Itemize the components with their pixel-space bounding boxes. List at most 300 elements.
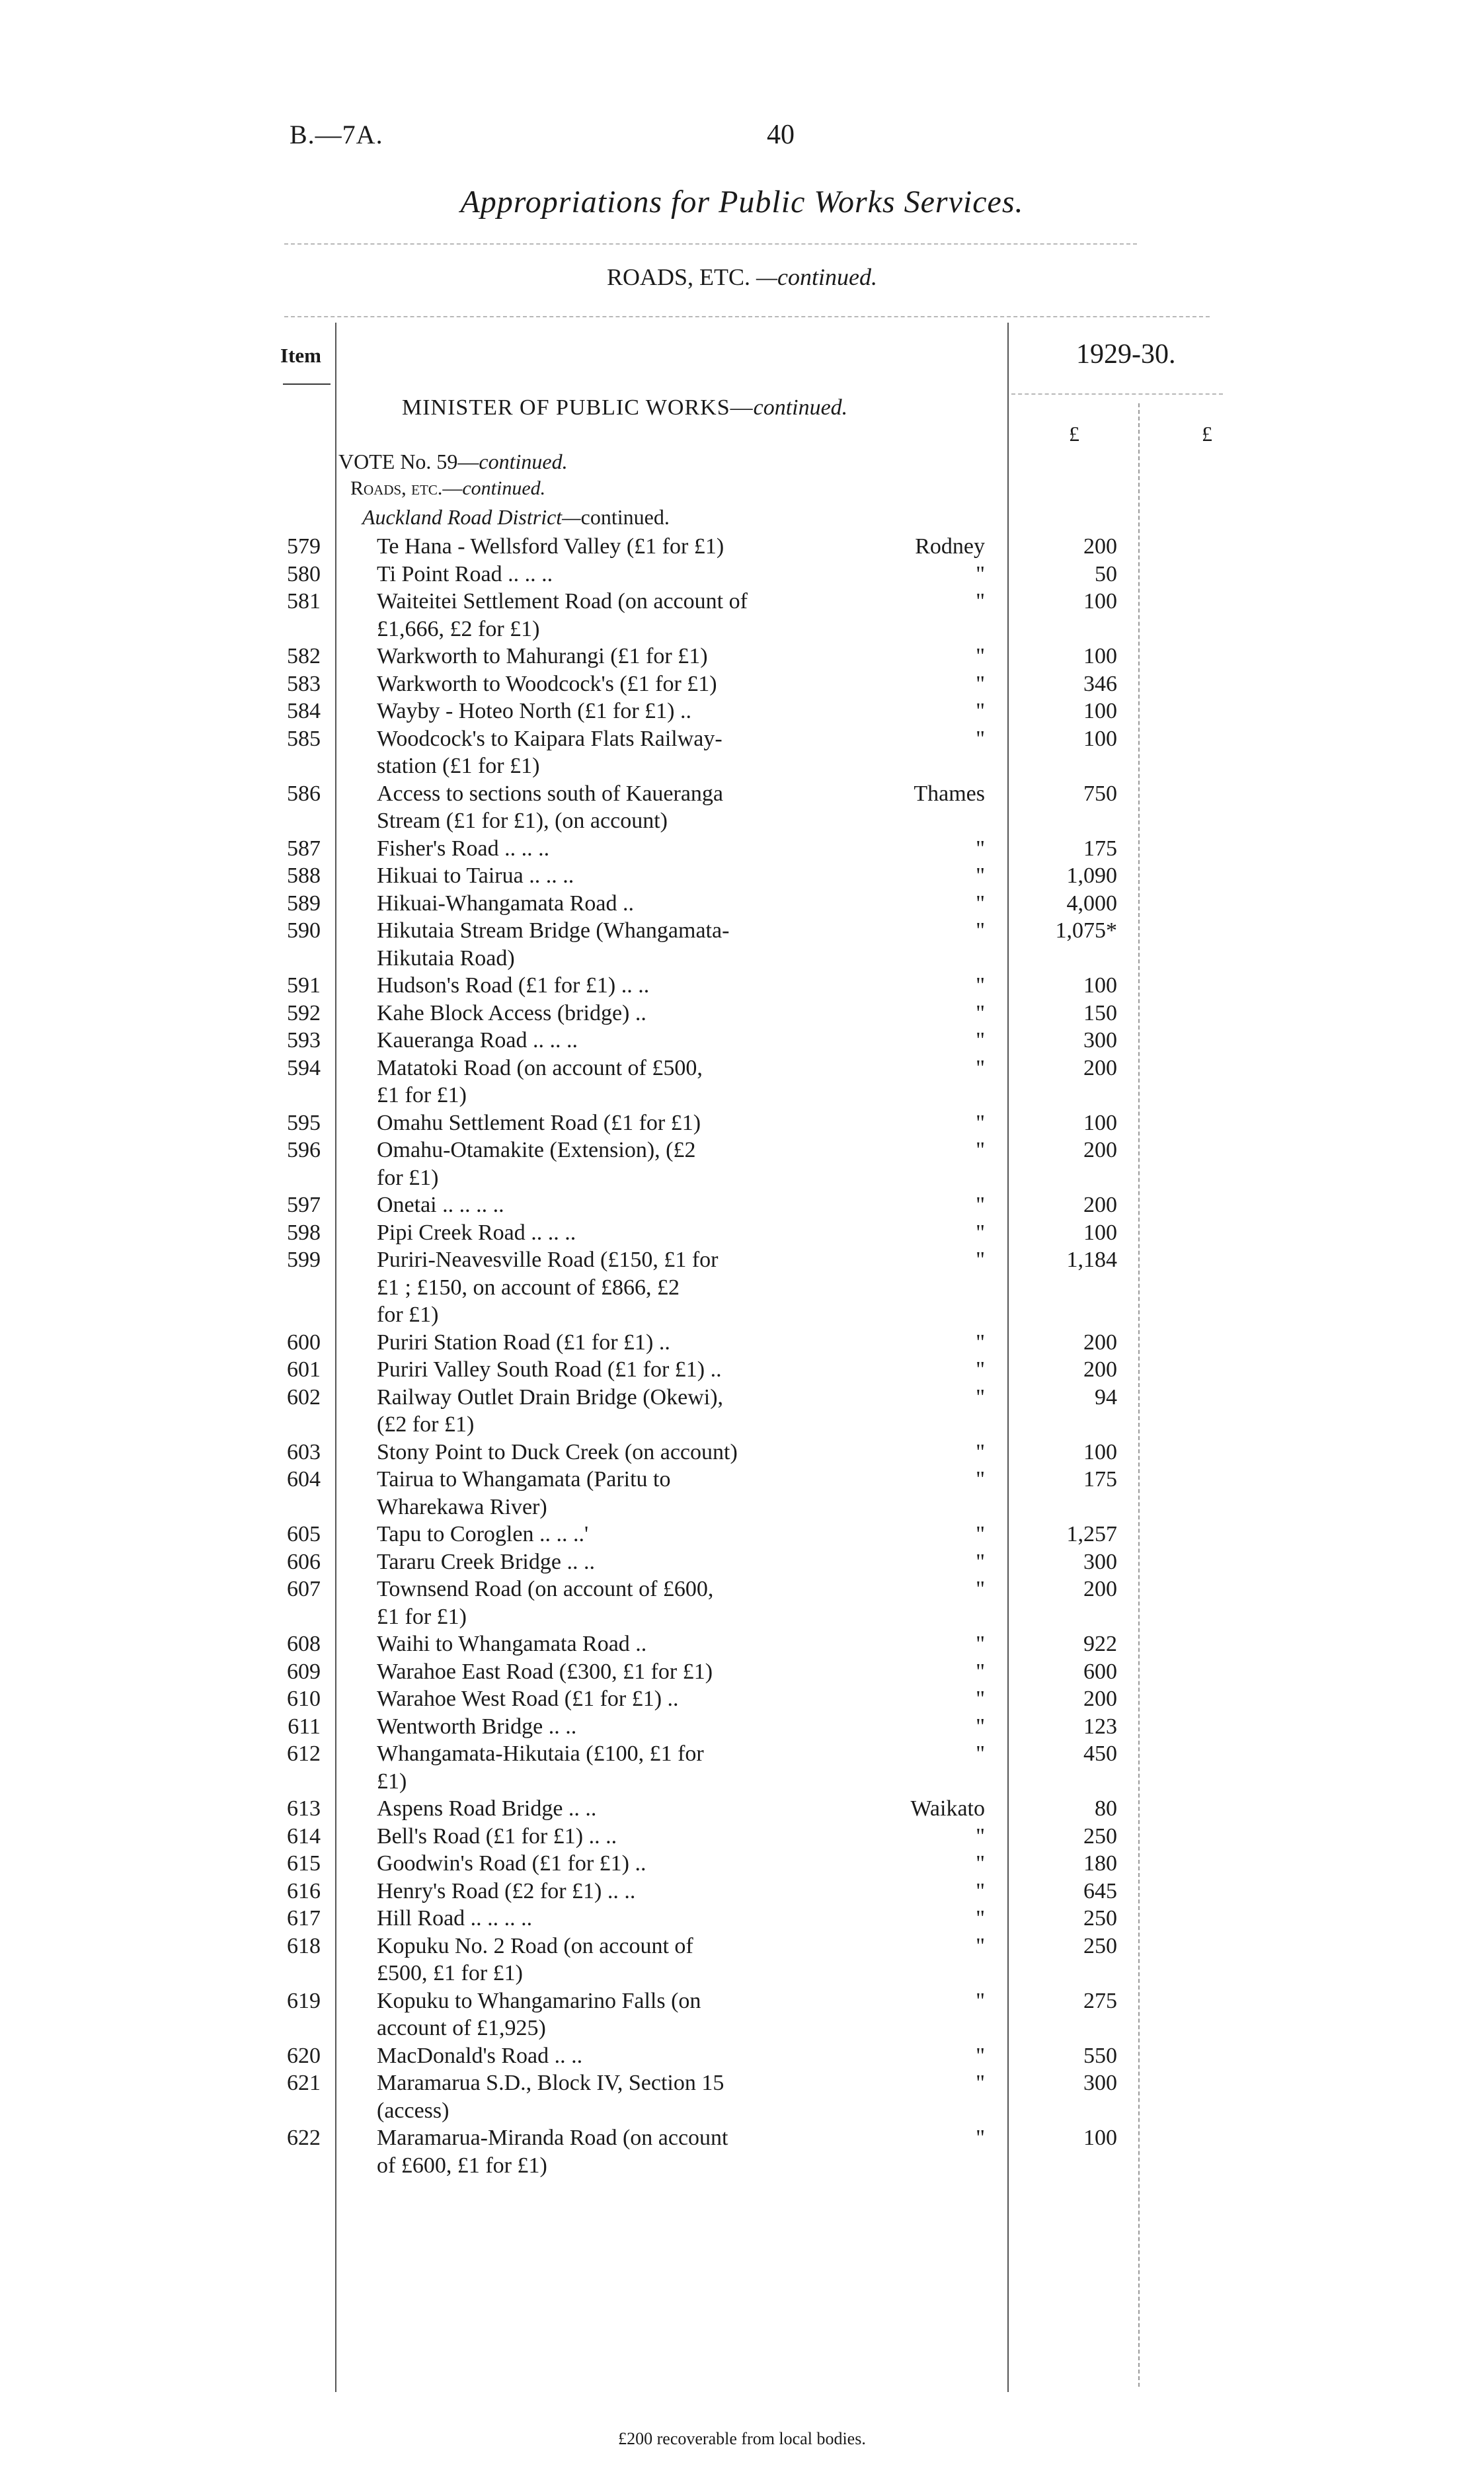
district-text: Auckland Road District— — [362, 505, 581, 529]
county-name: " — [976, 1330, 985, 1355]
item-description — [377, 1356, 850, 1384]
item-description — [377, 1878, 850, 1905]
county-name: " — [976, 644, 985, 668]
description-line: Puriri-Neavesville Road (£150, £1 for — [377, 1248, 719, 1272]
description-line: Ti Point Road .. .. .. — [377, 561, 553, 586]
amount-value: 50 — [1095, 561, 1117, 586]
description-line: Townsend Road (on account of £600, — [377, 1577, 714, 1601]
item-description — [377, 1246, 850, 1329]
county-name: " — [976, 1851, 985, 1876]
item-number: 581 — [287, 589, 321, 614]
table-row — [0, 1713, 1484, 1741]
county-name: " — [976, 1248, 985, 1272]
description-line: Henry's Road (£2 for £1) .. .. — [377, 1878, 636, 1903]
pound-symbol-column-1: £ — [1069, 422, 1079, 446]
description-line: Kopuku to Whangamarino Falls (on — [377, 1988, 701, 2013]
description-line: Whangamata-Hikutaia (£100, £1 for — [377, 1741, 704, 1766]
table-row — [0, 1055, 1484, 1109]
item-number: 584 — [287, 699, 321, 723]
item-number: 602 — [287, 1384, 321, 1410]
amount-value: 80 — [1095, 1796, 1117, 1821]
item-number: 586 — [287, 781, 321, 806]
amount-value: 200 — [1083, 1138, 1117, 1162]
item-description — [377, 1658, 850, 1686]
item-description — [377, 1795, 850, 1823]
amount-value: 175 — [1083, 1467, 1117, 1492]
item-description — [377, 1850, 850, 1878]
description-line: Puriri Station Road (£1 for £1) .. — [377, 1330, 670, 1355]
table-row — [0, 2069, 1484, 2124]
table-row — [0, 1000, 1484, 1027]
item-number: 592 — [287, 1000, 321, 1025]
roads-heading — [350, 477, 545, 500]
page-number: 40 — [767, 120, 795, 150]
amount-value: 200 — [1083, 1055, 1117, 1080]
amount-value: 300 — [1083, 1028, 1117, 1053]
description-line: Kahe Block Access (bridge) .. — [377, 1000, 646, 1025]
county-name: " — [976, 2043, 985, 2068]
amount-value: 100 — [1083, 973, 1117, 998]
item-number: 595 — [287, 1110, 321, 1135]
county-name: " — [976, 1357, 985, 1382]
item-number: 596 — [287, 1138, 321, 1162]
item-description — [377, 780, 850, 835]
description-line: Waihi to Whangamata Road .. — [377, 1632, 647, 1656]
description-line: Tapu to Coroglen .. .. ..' — [377, 1522, 589, 1546]
description-line: Tairua to Whangamata (Paritu to — [377, 1467, 671, 1492]
table-row — [0, 1137, 1484, 1191]
amount-value: 550 — [1083, 2043, 1117, 2068]
table-row — [0, 588, 1484, 643]
table-row — [0, 533, 1484, 561]
table-row — [0, 1933, 1484, 1987]
item-description — [377, 1933, 850, 1987]
item-description — [377, 1685, 850, 1713]
table-row — [0, 1109, 1484, 1137]
item-number: 622 — [287, 2126, 321, 2150]
county-name: " — [976, 1439, 985, 1464]
item-description — [377, 835, 850, 863]
item-number: 600 — [287, 1330, 321, 1355]
description-line: Maramarua-Miranda Road (on account — [377, 2126, 728, 2150]
vote-continued: continued. — [479, 450, 568, 473]
item-number: 588 — [287, 863, 321, 888]
item-number: 615 — [287, 1851, 321, 1876]
item-number: 590 — [287, 918, 321, 943]
county-name: " — [976, 2126, 985, 2150]
description-line: of £600, £1 for £1) — [377, 2153, 547, 2178]
item-description — [377, 2069, 850, 2124]
table-row — [0, 972, 1484, 1000]
amount-value: 150 — [1083, 1000, 1117, 1025]
item-description — [377, 643, 850, 670]
year-header-rule — [1011, 393, 1223, 395]
table-row — [0, 917, 1484, 972]
table-row — [0, 561, 1484, 588]
item-description — [377, 588, 850, 643]
county-name: " — [976, 1522, 985, 1546]
table-row — [0, 1740, 1484, 1795]
description-line: Hikuai to Tairua .. .. .. — [377, 863, 574, 888]
table-row — [0, 1658, 1484, 1686]
county-name: " — [976, 699, 985, 723]
description-line: account of £1,925) — [377, 2016, 546, 2040]
table-row — [0, 1356, 1484, 1384]
item-header-rule — [283, 383, 331, 385]
county-name: " — [976, 1878, 985, 1903]
description-line: Bell's Road (£1 for £1) .. .. — [377, 1823, 617, 1849]
item-column-header: Item — [280, 344, 321, 367]
report-reference: B.—7A. — [290, 120, 383, 149]
amount-value: 100 — [1083, 1439, 1117, 1464]
amount-value: 200 — [1083, 1193, 1117, 1217]
table-row — [0, 1795, 1484, 1823]
county-name: " — [976, 1467, 985, 1492]
item-description — [377, 1191, 850, 1219]
description-line: Omahu Settlement Road (£1 for £1) — [377, 1110, 701, 1135]
item-number: 609 — [287, 1659, 321, 1684]
description-line: station (£1 for £1) — [377, 754, 540, 778]
county-name: " — [976, 1714, 985, 1739]
description-line: (access) — [377, 2098, 449, 2123]
amount-value: 645 — [1083, 1878, 1117, 1903]
description-line: £500, £1 for £1) — [377, 1961, 523, 1985]
item-number: 582 — [287, 644, 321, 668]
description-line: Wharekawa River) — [377, 1494, 547, 1519]
county-name: " — [976, 836, 985, 861]
description-line: Hudson's Road (£1 for £1) .. .. — [377, 973, 650, 998]
district-continued: continued. — [580, 505, 670, 529]
item-description — [377, 1329, 850, 1357]
county-name: " — [976, 863, 985, 888]
description-line: Stony Point to Duck Creek (on account) — [377, 1439, 738, 1464]
description-line: Stream (£1 for £1), (on account) — [377, 809, 668, 833]
county-name: " — [976, 918, 985, 943]
description-line: Kopuku No. 2 Road (on account of — [377, 1933, 693, 1958]
description-line: Warkworth to Mahurangi (£1 for £1) — [377, 644, 708, 668]
item-number: 593 — [287, 1028, 321, 1053]
item-number: 583 — [287, 671, 321, 696]
table-row — [0, 1384, 1484, 1439]
table-row — [0, 1548, 1484, 1576]
table-row — [0, 1630, 1484, 1658]
description-line: for £1) — [377, 1165, 439, 1190]
item-description — [377, 1109, 850, 1137]
amount-value: 100 — [1083, 644, 1117, 668]
item-number: 601 — [287, 1357, 321, 1382]
item-number: 587 — [287, 836, 321, 861]
item-description — [377, 1905, 850, 1933]
amount-value: 600 — [1083, 1659, 1117, 1684]
table-row — [0, 698, 1484, 725]
year-column-header: 1929-30. — [1076, 339, 1176, 370]
table-row — [0, 2124, 1484, 2179]
minister-heading — [402, 395, 847, 420]
minister-continued: continued. — [753, 395, 848, 420]
amount-value: 100 — [1083, 1110, 1117, 1135]
item-number: 616 — [287, 1878, 321, 1903]
amount-value: 100 — [1083, 1220, 1117, 1245]
item-description — [377, 2124, 850, 2179]
amount-value: 200 — [1083, 1330, 1117, 1355]
county-name: " — [976, 2071, 985, 2095]
vote-heading — [338, 450, 568, 474]
item-number: 597 — [287, 1193, 321, 1217]
item-number: 589 — [287, 891, 321, 916]
description-line: Fisher's Road .. .. .. — [377, 836, 550, 861]
county-name: " — [976, 1220, 985, 1245]
county-name: " — [976, 1577, 985, 1601]
table-row — [0, 1823, 1484, 1851]
item-number: 618 — [287, 1933, 321, 1958]
description-line: Hikutaia Stream Bridge (Whangamata- — [377, 918, 730, 943]
item-description — [377, 1466, 850, 1521]
item-description — [377, 1439, 850, 1466]
item-description — [377, 1219, 850, 1247]
item-number: 598 — [287, 1220, 321, 1245]
item-number: 607 — [287, 1577, 321, 1601]
table-row — [0, 1329, 1484, 1357]
description-line: MacDonald's Road .. .. — [377, 2043, 583, 2068]
description-line: Warahoe West Road (£1 for £1) .. — [377, 1687, 679, 1711]
title-divider — [284, 243, 1137, 245]
amount-value: 275 — [1083, 1988, 1117, 2013]
table-row — [0, 670, 1484, 698]
description-line: £1) — [377, 1769, 407, 1794]
district-heading — [362, 505, 670, 530]
description-line: Pipi Creek Road .. .. .. — [377, 1220, 576, 1245]
minister-text: MINISTER OF PUBLIC WORKS— — [402, 395, 754, 420]
table-row — [0, 1987, 1484, 2042]
description-line: Tararu Creek Bridge .. .. — [377, 1549, 595, 1574]
section-continued: —continued. — [756, 264, 877, 290]
amount-value: 94 — [1095, 1384, 1117, 1410]
item-number: 585 — [287, 726, 321, 751]
table-row — [0, 1576, 1484, 1630]
description-line: Onetai .. .. .. .. — [377, 1193, 504, 1217]
county-name: " — [976, 1933, 985, 1958]
amount-value: 300 — [1083, 2071, 1117, 2095]
amount-value: 200 — [1083, 1357, 1117, 1382]
county-name: " — [976, 1000, 985, 1025]
amount-value: 750 — [1083, 781, 1117, 806]
item-number: 621 — [287, 2071, 321, 2095]
description-line: Hikutaia Road) — [377, 945, 515, 971]
table-row — [0, 1466, 1484, 1521]
county-name: " — [976, 561, 985, 586]
description-line: Access to sections south of Kaueranga — [377, 781, 724, 806]
county-name: " — [976, 1823, 985, 1849]
amount-value: 346 — [1083, 671, 1117, 696]
item-number: 611 — [288, 1714, 321, 1739]
amount-value: 250 — [1083, 1906, 1117, 1931]
county-name: " — [976, 1906, 985, 1931]
table-row — [0, 1521, 1484, 1548]
description-line: Hikuai-Whangamata Road .. — [377, 891, 634, 916]
item-description — [377, 917, 850, 972]
description-line: for £1) — [377, 1302, 439, 1327]
item-number: 603 — [287, 1439, 321, 1464]
item-description — [377, 1740, 850, 1795]
pound-symbol-column-2: £ — [1202, 422, 1212, 446]
table-row — [0, 1878, 1484, 1905]
item-description — [377, 2042, 850, 2070]
item-description — [377, 1137, 850, 1191]
item-description — [377, 862, 850, 890]
description-line: Omahu-Otamakite (Extension), (£2 — [377, 1138, 696, 1162]
description-line: Te Hana - Wellsford Valley (£1 for £1) — [377, 534, 724, 559]
section-title-text: ROADS, ETC. — [606, 264, 751, 290]
amount-value: 450 — [1083, 1741, 1117, 1766]
description-line: Puriri Valley South Road (£1 for £1) .. — [377, 1357, 722, 1382]
item-description — [377, 890, 850, 918]
item-number: 610 — [287, 1687, 321, 1711]
description-line: £1 for £1) — [377, 1604, 467, 1629]
table-row — [0, 1027, 1484, 1055]
roads-continued: continued. — [462, 477, 546, 499]
table-row — [0, 835, 1484, 863]
header-divider — [284, 316, 1210, 317]
item-number: 594 — [287, 1055, 321, 1080]
county-name: " — [976, 671, 985, 696]
county-name: " — [976, 1110, 985, 1135]
item-description — [377, 1027, 850, 1055]
table-row — [0, 1246, 1484, 1329]
county-name: " — [976, 1028, 985, 1053]
county-name: " — [976, 891, 985, 916]
item-number: 580 — [287, 561, 321, 586]
description-line: Kaueranga Road .. .. .. — [377, 1028, 578, 1053]
county-name: " — [976, 1384, 985, 1410]
amount-value: 100 — [1083, 589, 1117, 614]
description-line: Wentworth Bridge .. .. — [377, 1714, 577, 1739]
item-description — [377, 533, 850, 561]
table-row — [0, 1219, 1484, 1247]
footnote: £200 recoverable from local bodies. — [618, 2429, 866, 2448]
county-name: " — [976, 1193, 985, 1217]
amount-value: 180 — [1083, 1851, 1117, 1876]
description-line: (£2 for £1) — [377, 1412, 475, 1437]
amount-value: 250 — [1083, 1823, 1117, 1849]
amount-value: 100 — [1083, 726, 1117, 751]
table-row — [0, 1439, 1484, 1466]
description-line: Waiteitei Settlement Road (on account of — [377, 589, 748, 614]
item-number: 579 — [287, 534, 321, 559]
county-name: Thames — [914, 781, 985, 806]
county-name: Waikato — [910, 1796, 985, 1821]
amount-value: 100 — [1083, 2126, 1117, 2150]
item-number: 608 — [287, 1632, 321, 1656]
item-description — [377, 1384, 850, 1439]
description-line: £1 ; £150, on account of £866, £2 — [377, 1275, 680, 1300]
item-description — [377, 561, 850, 588]
item-description — [377, 1521, 850, 1548]
county-name: " — [976, 1659, 985, 1684]
description-line: £1 for £1) — [377, 1083, 467, 1107]
county-name: Rodney — [915, 534, 985, 559]
description-line: Aspens Road Bridge .. .. — [377, 1796, 597, 1821]
table-row — [0, 1191, 1484, 1219]
county-name: " — [976, 1741, 985, 1766]
item-description — [377, 1823, 850, 1851]
item-number: 604 — [287, 1467, 321, 1492]
item-description — [377, 1055, 850, 1109]
item-description — [377, 1987, 850, 2042]
description-line: Warahoe East Road (£300, £1 for £1) — [377, 1659, 713, 1684]
section-title — [0, 263, 1484, 291]
county-name: " — [976, 726, 985, 751]
description-line: Warkworth to Woodcock's (£1 for £1) — [377, 671, 717, 696]
table-row — [0, 890, 1484, 918]
description-line: Railway Outlet Drain Bridge (Okewi), — [377, 1384, 724, 1410]
amount-value: 200 — [1083, 534, 1117, 559]
item-number: 614 — [287, 1823, 321, 1849]
county-name: " — [976, 1055, 985, 1080]
item-description — [377, 670, 850, 698]
item-description — [377, 1630, 850, 1658]
description-line: Hill Road .. .. .. .. — [377, 1906, 533, 1931]
item-number: 613 — [287, 1796, 321, 1821]
item-description — [377, 1000, 850, 1027]
amount-value: 4,000 — [1066, 891, 1117, 916]
amount-value: 200 — [1083, 1577, 1117, 1601]
description-line: Maramarua S.D., Block IV, Section 15 — [377, 2071, 724, 2095]
description-line: Wayby - Hoteo North (£1 for £1) .. — [377, 699, 691, 723]
amount-value: 1,090 — [1066, 863, 1117, 888]
item-description — [377, 972, 850, 1000]
amount-value: 250 — [1083, 1933, 1117, 1958]
item-description — [377, 1576, 850, 1630]
amount-value: 922 — [1083, 1632, 1117, 1656]
item-number: 619 — [287, 1988, 321, 2013]
county-name: " — [976, 1632, 985, 1656]
county-name: " — [976, 589, 985, 614]
item-number: 605 — [287, 1522, 321, 1546]
item-number: 612 — [287, 1741, 321, 1766]
item-number: 599 — [287, 1248, 321, 1272]
item-description — [377, 698, 850, 725]
table-row — [0, 1850, 1484, 1878]
amount-value: 123 — [1083, 1714, 1117, 1739]
county-name: " — [976, 1138, 985, 1162]
description-line: Goodwin's Road (£1 for £1) .. — [377, 1851, 646, 1876]
amount-value: 1,257 — [1066, 1522, 1117, 1546]
county-name: " — [976, 973, 985, 998]
amount-value: 100 — [1083, 699, 1117, 723]
item-number: 591 — [287, 973, 321, 998]
item-description — [377, 1713, 850, 1741]
page-title: Appropriations for Public Works Services. — [460, 184, 1024, 220]
item-number: 606 — [287, 1549, 321, 1574]
table-row — [0, 725, 1484, 780]
table-row — [0, 1685, 1484, 1713]
item-number: 620 — [287, 2043, 321, 2068]
table-row — [0, 1905, 1484, 1933]
appropriations-table — [0, 533, 1484, 2179]
amount-value: 175 — [1083, 836, 1117, 861]
description-line: Woodcock's to Kaipara Flats Railway- — [377, 726, 722, 751]
county-name: " — [976, 1988, 985, 2013]
county-name: " — [976, 1549, 985, 1574]
roads-text: Roads, etc.— — [350, 477, 463, 499]
description-line: £1,666, £2 for £1) — [377, 616, 540, 641]
item-description — [377, 1548, 850, 1576]
item-number: 617 — [287, 1906, 321, 1931]
table-row — [0, 643, 1484, 670]
county-name: " — [976, 1687, 985, 1711]
vote-text: VOTE No. 59— — [338, 450, 479, 473]
table-row — [0, 2042, 1484, 2070]
